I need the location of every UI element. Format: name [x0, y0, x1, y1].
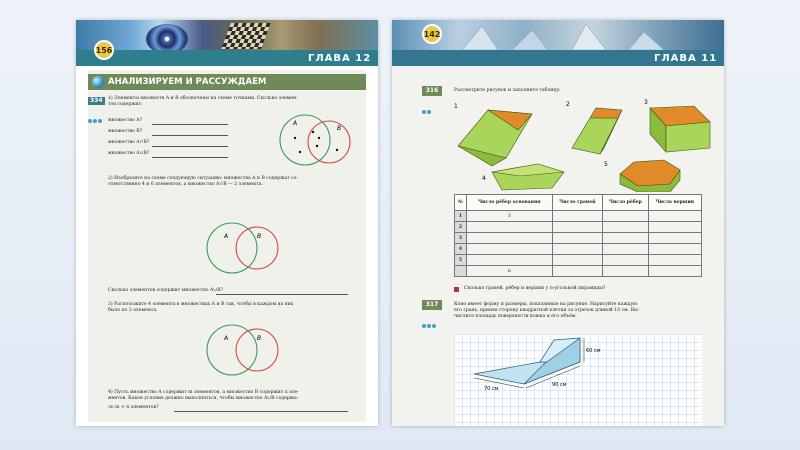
column-header: Число рёбер	[602, 195, 648, 211]
table-cell	[467, 244, 553, 255]
prisms-figure	[448, 96, 718, 192]
right-page-header	[392, 20, 724, 66]
figure-label: 2	[566, 101, 570, 108]
task-number: 334	[90, 97, 103, 104]
point	[312, 131, 314, 133]
point	[299, 151, 301, 153]
task-p2-line2: ответственно 4 и 6 элементов, а множество A∩B — 2 элемента.	[108, 182, 263, 187]
chapter-title: ГЛАВА 12	[308, 53, 372, 64]
row-number: 1	[455, 211, 467, 222]
svg-text:A: A	[224, 233, 229, 240]
svg-text:B: B	[257, 335, 262, 342]
figure-label: 5	[604, 161, 608, 168]
dimension-label: 90 см	[552, 382, 567, 388]
question-3: множество A∩B?	[108, 140, 150, 145]
task-p2-question: Сколько элементов содержит множество A∪B?	[108, 288, 223, 293]
set-b-circle	[308, 121, 350, 163]
venn-diagram-empty	[200, 320, 290, 380]
table-row	[455, 222, 702, 233]
task-316-instruction: Рассмотрите рисунок и заполните таблицу:	[454, 88, 561, 93]
row-number: 3	[455, 233, 467, 244]
globe-icon	[92, 76, 104, 88]
bullet-square-icon	[454, 287, 459, 292]
answer-line	[174, 411, 348, 412]
column-header: Число вершин	[648, 195, 701, 211]
table-header-row	[455, 195, 702, 211]
table-cell	[467, 233, 553, 244]
task-317-line2: его грань, приняв сторону квадратной клетки за отрезок длиной 10 см. Вы-	[454, 308, 640, 313]
table-cell	[552, 222, 602, 233]
point	[316, 145, 318, 147]
section-title: АНАЛИЗИРУЕМ И РАССУЖДАЕМ	[108, 77, 267, 87]
dimension-label: 70 см	[484, 386, 499, 392]
crystal-decoration-icon	[452, 22, 682, 52]
task-p1-line1: 1) Элементы множеств A и B обозначены на схеме точками. Сколько элемен-	[108, 96, 298, 101]
left-page-body	[88, 70, 366, 422]
right-textbook-page	[392, 20, 724, 426]
table-cell	[602, 233, 648, 244]
point	[318, 137, 320, 139]
figure-label: 3	[644, 99, 648, 106]
section-title-bar	[88, 74, 366, 90]
table-cell	[602, 255, 648, 266]
chapter-title: ГЛАВА 11	[654, 53, 718, 64]
task-number: 316	[422, 86, 442, 96]
difficulty-dots-icon	[88, 108, 104, 112]
task-p4-line2: ментов. Какое условие должно выполняться, чтобы множество A∪B содержа-	[108, 396, 299, 401]
table-cell	[602, 211, 648, 222]
table-row	[455, 255, 702, 266]
row-number: 2	[455, 222, 467, 233]
table-cell	[648, 222, 701, 233]
dimension-label: 60 см	[586, 348, 601, 354]
chessboard-icon	[221, 23, 270, 49]
table-cell: n	[467, 266, 553, 277]
table-cell	[467, 255, 553, 266]
task-p4-line1: 4) Пусть множество A содержит m элементов, а множество B содержит n эле-	[108, 390, 299, 395]
table-cell	[602, 222, 648, 233]
table-cell	[552, 233, 602, 244]
point	[294, 137, 296, 139]
answer-line	[216, 294, 348, 295]
row-number: 5	[455, 255, 467, 266]
question-2: множество B?	[108, 129, 143, 134]
question-4: множество A∪B?	[108, 151, 150, 156]
grid-paper	[454, 334, 702, 426]
table-cell	[467, 222, 553, 233]
task-317-line3: числите площадь поверхности ковша и его объём.	[454, 314, 577, 319]
table-cell	[648, 244, 701, 255]
set-a-label: A	[293, 120, 298, 127]
figure-label: 4	[482, 175, 486, 182]
task-317-line1: Коно имеет форму и размеры, показанные на рисунке. Нарисуйте каждую	[454, 302, 638, 307]
table-cell: 3	[467, 211, 553, 222]
answer-line	[152, 124, 228, 125]
left-page-header	[76, 20, 378, 66]
point	[336, 149, 338, 151]
table-cell	[648, 255, 701, 266]
task-number: 317	[422, 300, 442, 310]
page-number-badge: 156	[94, 40, 114, 60]
column-header: Число граней	[552, 195, 602, 211]
row-number	[455, 266, 467, 277]
difficulty-dots-icon	[422, 313, 438, 317]
column-header: Число рёбер основания	[467, 195, 553, 211]
table-cell	[648, 211, 701, 222]
table-cell	[648, 233, 701, 244]
question-1: множество A?	[108, 118, 143, 123]
set-b-label: B	[337, 125, 342, 132]
svg-text:B: B	[257, 233, 262, 240]
table-cell	[552, 244, 602, 255]
task-p3-line2: было по 3 элемента.	[108, 308, 158, 313]
left-textbook-page	[76, 20, 378, 426]
task-p1-line2: тов содержит:	[108, 102, 143, 107]
table-row	[455, 244, 702, 255]
page-number-badge: 142	[422, 24, 442, 44]
table-cell	[552, 255, 602, 266]
answer-line	[152, 135, 228, 136]
task-p4-line3: ло m + n элементов?	[108, 405, 159, 410]
row-number: 4	[455, 244, 467, 255]
task-316-question: Сколько граней, рёбер и вершин у n-угольной пирамиды?	[464, 286, 606, 291]
difficulty-dots-icon	[422, 99, 438, 103]
table-cell	[648, 266, 701, 277]
table-cell	[552, 266, 602, 277]
scoop-figure	[454, 334, 702, 426]
answer-line	[152, 146, 228, 147]
table-cell	[602, 244, 648, 255]
prism-properties-table	[454, 194, 702, 277]
answer-line	[152, 157, 228, 158]
table-cell	[552, 211, 602, 222]
venn-diagram-empty	[200, 218, 290, 278]
column-header: №	[455, 195, 467, 211]
figure-label: 1	[454, 103, 458, 110]
table-row	[455, 211, 702, 222]
right-page-body	[392, 66, 724, 426]
table-row	[455, 266, 702, 277]
task-p3-line1: 3) Расположите 4 элемента в множествах A и B так, чтобы в каждом из них	[108, 302, 294, 307]
svg-text:A: A	[224, 335, 229, 342]
task-p2-line1: 2) Изобразите на схеме следующую ситуацию: множества A и B содержат со-	[108, 176, 298, 181]
venn-diagram-with-points	[273, 108, 363, 168]
table-row	[455, 233, 702, 244]
table-cell	[602, 266, 648, 277]
